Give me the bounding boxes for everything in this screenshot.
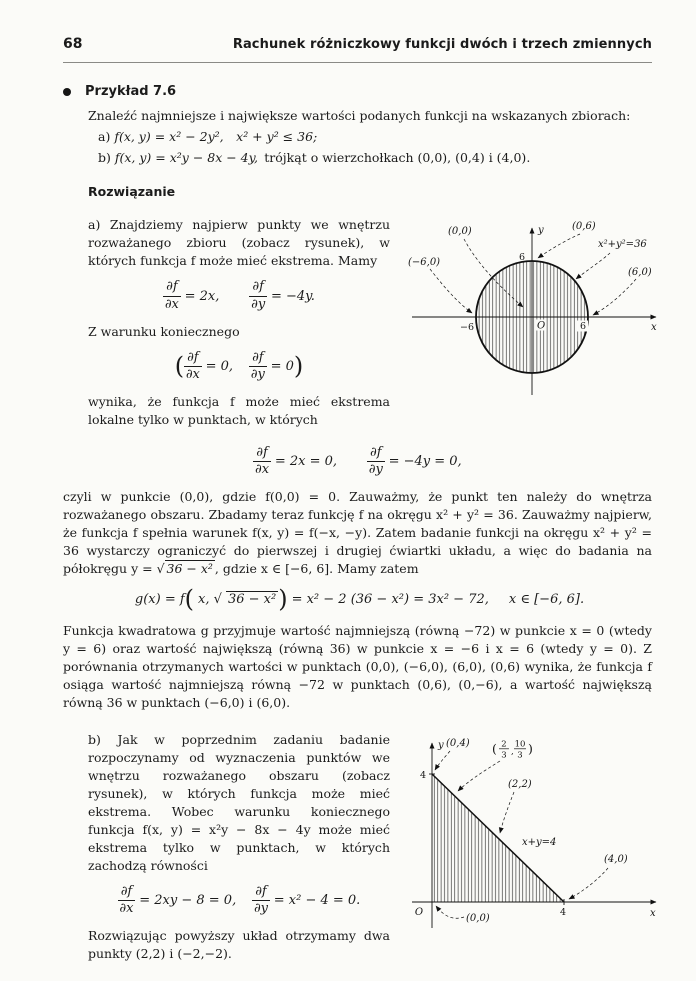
numerator: ∂f	[252, 885, 270, 902]
formula-rhs: = x² − 2 (36 − x²) = 3x² − 72,	[291, 592, 489, 608]
formula-rhs: = −4y.	[270, 288, 315, 304]
formula-rhs: = 2x = 0,	[274, 454, 338, 470]
para-b2: Rozwiązując powyższy układ otrzymamy dwa punkty (2,2) i (−2,−2).	[88, 927, 390, 961]
radicand: 36 − x²	[227, 592, 277, 608]
x-axis-label: x	[650, 907, 656, 919]
x-tick-label-6: 6	[580, 321, 587, 333]
formula-rhs: = x² − 4 = 0.	[273, 893, 361, 909]
para-a1: a) Znajdziemy najpierw punkty we wnętrzu rozważanego zbioru (zobacz rysunek), w których funkcja f może mieć ekstrema. Mamy	[88, 217, 390, 269]
section-a-text	[88, 209, 390, 435]
x-axis-label: x	[651, 322, 657, 334]
numerator: ∂f	[118, 885, 136, 902]
point-label-origin: (0,0)	[448, 226, 472, 238]
leader-equation-arrow	[576, 253, 610, 279]
point-label-origin: (0,0)	[466, 912, 490, 924]
denominator: ∂y	[251, 296, 266, 312]
para-a5: Funkcja kwadratowa g przyjmuje wartość najmniejszą (równą −72) w punkcie x = 0 (wtedy y = 6) oraz wartość największą (równą 36) w punkcie x = −6 i x = 6 (wtedy y = 0). Z porównania otrzymanych wartości w punktach (0,0), (−6,0), (6,0), (0,6) wynika, że funkcja f osiąga wartość najmniejszą równą −72 w punktach (0,6), (0,−6), a wartość największą równą 36 w punktach (−6,0) i (6,0).	[63, 622, 652, 710]
figure-circle	[406, 215, 664, 397]
solution-heading: Rozwiązanie	[88, 184, 176, 200]
para-b1: b) Jak w poprzednim zadaniu badanie rozpoczynamy od wyznaczenia punktów we wnętrzu rozważanego obszaru (zobacz rysunek), w których funkcja może mieć ekstrema. Wobec warunku koniecznego funkcja f(x, y) = x²y − 8x − 4y może mieć ekstrema tylko w punktach, w których zachodzą równości	[88, 731, 390, 873]
radical-sign: √	[156, 560, 165, 576]
section-b-text	[88, 724, 390, 970]
circle-equation-label: x²+y²=36	[598, 239, 647, 251]
point-label-2-2: (2,2)	[508, 778, 532, 790]
leader-left-arrow	[430, 269, 472, 313]
page-header	[63, 34, 652, 63]
item-b-text: trójkąt o wierzchołkach (0,0), (0,4) i (4,0).	[258, 150, 531, 166]
point-label-top-vertex: (0,4)	[446, 737, 470, 749]
para-a3: wynika, że funkcja f może mieć ekstrema lokalne tylko w punktach, w których	[88, 393, 390, 427]
example-heading	[63, 83, 652, 102]
fraction-df-dx	[253, 446, 271, 478]
denominator: ∂x	[119, 901, 134, 917]
fraction-df-dy	[249, 280, 267, 312]
section-b	[88, 724, 656, 970]
example-item-a	[98, 128, 652, 146]
radicand: 36 − x²	[166, 560, 213, 576]
fraction-df-dy	[252, 885, 270, 917]
fraction-df-dy	[249, 351, 267, 383]
frac-den1: 3	[501, 750, 507, 761]
open-paren: (	[184, 584, 195, 613]
sqrt-inline	[157, 560, 215, 576]
line-equation-label: x+y=4	[522, 836, 557, 848]
para-a4	[63, 488, 652, 578]
leader-top-arrow	[538, 234, 580, 258]
denominator: ∂x	[255, 462, 270, 478]
formula-partial-derivatives	[88, 280, 390, 312]
x-tick-label-neg6: −6	[459, 322, 474, 334]
example-body	[88, 107, 652, 167]
running-title: Rachunek różniczkowy funkcji dwóch i trzech zmiennych	[232, 37, 652, 52]
leader-mid-point-arrow	[500, 792, 514, 833]
frac-num1: 2	[501, 739, 507, 750]
item-a-prefix: a)	[98, 129, 115, 145]
para-a2: Z warunku koniecznego	[88, 323, 240, 339]
formula-rhs: = 2xy − 8 = 0,	[139, 893, 237, 909]
formula-rhs: = 0	[270, 359, 294, 375]
formula-necessary-condition	[88, 351, 390, 383]
point-label-top: (0,6)	[572, 221, 596, 233]
example-label: Przykład 7.6	[85, 83, 177, 99]
frac-open-paren: (	[492, 740, 497, 756]
y-axis-label: y	[438, 739, 444, 751]
formula-domain: x ∈ [−6, 6].	[508, 592, 585, 608]
leader-frac-point-arrow	[458, 761, 500, 791]
formula-g	[63, 584, 652, 613]
point-label-left: (−6,0)	[408, 257, 441, 269]
fraction-df-dx	[184, 351, 202, 383]
frac-num2: 10	[514, 739, 526, 750]
figure-circle-wrap	[390, 209, 664, 435]
frac-den2: 3	[517, 750, 523, 761]
y-axis-label: y	[538, 225, 544, 237]
formula-lhs: g(x) = f	[134, 592, 185, 608]
denominator: ∂x	[164, 296, 179, 312]
formula-b-partials	[88, 885, 390, 917]
formula-rhs: = −4y = 0,	[388, 454, 462, 470]
section-a	[88, 209, 657, 435]
point-label-right-vertex: (4,0)	[604, 853, 628, 865]
formula-rhs: = 2x,	[184, 288, 220, 304]
x-tick-label-4: 4	[559, 906, 567, 918]
item-b-prefix: b)	[98, 150, 115, 166]
denominator: ∂x	[185, 367, 200, 383]
numerator: ∂f	[249, 280, 267, 297]
para-a4-text2: , gdzie x ∈ [−6, 6]. Mamy zatem	[214, 560, 419, 576]
denominator: ∂y	[253, 901, 269, 917]
fraction-df-dy	[367, 446, 385, 478]
fraction-df-dx	[163, 280, 181, 312]
item-a-math: f(x, y) = x² − 2y², x² + y² ≤ 36;	[114, 129, 318, 145]
denominator: ∂y	[368, 462, 383, 478]
close-paren: )	[278, 584, 288, 613]
origin-label: O	[537, 320, 546, 332]
origin-label: O	[414, 906, 424, 918]
open-paren: (	[174, 351, 185, 380]
formula-arg: x,	[198, 592, 214, 608]
para-a4-text1: czyli w punkcie (0,0), gdzie f(0,0) = 0. Zauważmy, że punkt ten należy do wnętrza rozważanego obszaru. Zbadamy teraz funkcję f na okręgu x² + y² = 36. Zauważmy najpierw, że funkcja f spełnia warunek f(x, y) = f(−x, −y). Zatem badanie funkcji na okręgu x² + y² = 36 wystarczy ograniczyć do pierwszej i drugiej ćwiartki układu, a więc do badania na półokręgu y =	[63, 488, 652, 576]
radical-sign: √	[213, 592, 222, 608]
leader-origin-arrow	[436, 906, 464, 918]
page-number: 68	[63, 36, 83, 52]
formula-rhs: = 0,	[205, 359, 234, 375]
numerator: ∂f	[253, 446, 271, 463]
figure-triangle	[402, 730, 664, 930]
numerator: ∂f	[367, 446, 385, 463]
y-tick-label-6: 6	[518, 252, 525, 264]
example-intro: Znaleźć najmniejsze i największe wartości podanych funkcji na wskazanych zbiorach:	[88, 108, 631, 124]
point-label-right: (6,0)	[628, 267, 652, 279]
leader-top-vertex-arrow	[435, 751, 450, 770]
numerator: ∂f	[249, 351, 267, 368]
bullet-icon	[63, 88, 71, 96]
frac-comma: ,	[511, 746, 514, 757]
figure-triangle-wrap	[390, 724, 664, 970]
formula-zero-points	[63, 446, 652, 478]
leader-right-vertex-arrow	[569, 868, 608, 899]
denominator: ∂y	[250, 367, 265, 383]
sqrt-expression	[214, 592, 279, 607]
numerator: ∂f	[184, 351, 202, 368]
frac-close-paren: )	[528, 740, 533, 756]
close-paren: )	[293, 351, 304, 380]
example-item-b	[98, 149, 652, 167]
item-b-math: f(x, y) = x²y − 8x − 4y,	[114, 150, 259, 166]
leader-right-arrow	[593, 279, 636, 315]
y-tick-label-4: 4	[419, 769, 426, 781]
numerator: ∂f	[163, 280, 181, 297]
fraction-df-dx	[118, 885, 136, 917]
